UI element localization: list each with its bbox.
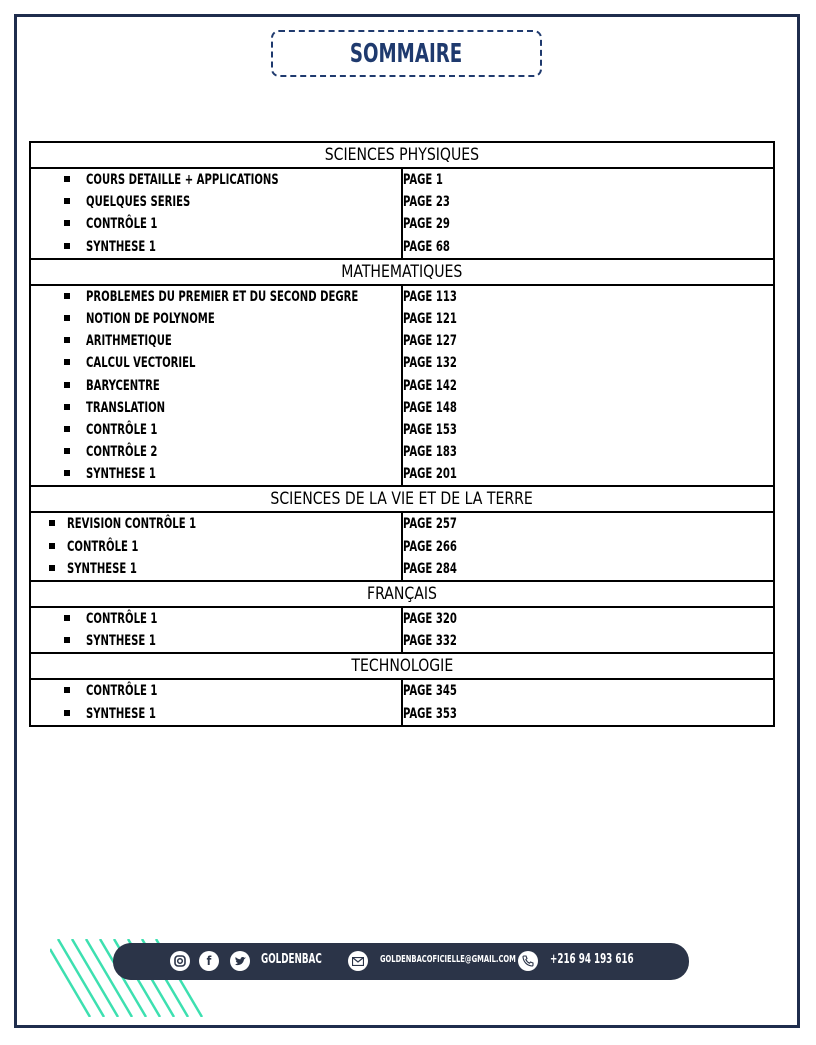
section-items-row bbox=[30, 607, 774, 653]
item-list bbox=[30, 679, 402, 725]
section-title bbox=[30, 486, 774, 512]
page-number: PAGE 142 bbox=[403, 377, 457, 394]
section-items-row bbox=[30, 512, 774, 581]
item-label: CONTRÔLE 1 bbox=[86, 216, 158, 233]
bullet-icon bbox=[64, 176, 70, 182]
page-number: PAGE 266 bbox=[403, 538, 457, 555]
list-item[interactable] bbox=[31, 630, 401, 652]
page-reference[interactable] bbox=[403, 558, 773, 580]
page-number: PAGE 284 bbox=[403, 560, 457, 577]
page-number: PAGE 113 bbox=[403, 288, 457, 305]
page-number: PAGE 68 bbox=[403, 238, 450, 255]
page-reference[interactable] bbox=[403, 169, 773, 191]
bullet-icon bbox=[49, 543, 55, 549]
table-of-contents bbox=[29, 141, 775, 727]
section-header-row bbox=[30, 259, 774, 285]
page-reference[interactable] bbox=[403, 375, 773, 397]
item-label: TRANSLATION bbox=[86, 399, 166, 416]
list-item[interactable] bbox=[31, 330, 401, 352]
page-number: PAGE 121 bbox=[403, 310, 457, 327]
list-item[interactable] bbox=[31, 397, 401, 419]
page-reference[interactable] bbox=[403, 608, 773, 630]
item-label: REVISION CONTRÔLE 1 bbox=[67, 516, 197, 533]
footer-contact-bar bbox=[113, 943, 689, 980]
facebook-icon[interactable]: f bbox=[199, 951, 219, 971]
bullet-icon bbox=[49, 565, 55, 571]
page-reference[interactable] bbox=[403, 536, 773, 558]
page-reference[interactable] bbox=[403, 630, 773, 652]
page-number-column bbox=[402, 168, 774, 259]
page-reference[interactable] bbox=[403, 213, 773, 235]
section-header-row bbox=[30, 486, 774, 512]
bullet-icon bbox=[64, 404, 70, 410]
page-reference[interactable] bbox=[403, 286, 773, 308]
list-item[interactable] bbox=[31, 375, 401, 397]
list-item[interactable] bbox=[31, 463, 401, 485]
list-item[interactable] bbox=[31, 608, 401, 630]
page-number: PAGE 29 bbox=[403, 216, 450, 233]
item-list bbox=[30, 285, 402, 487]
list-item[interactable] bbox=[31, 352, 401, 374]
item-label: CONTRÔLE 1 bbox=[86, 611, 158, 627]
page-reference[interactable] bbox=[403, 308, 773, 330]
list-item[interactable] bbox=[31, 703, 401, 725]
page-number-column bbox=[402, 285, 774, 487]
list-item[interactable] bbox=[31, 441, 401, 463]
item-label: PROBLEMES DU PREMIER ET DU SECOND DEGRE bbox=[86, 288, 359, 305]
item-label: BARYCENTRE bbox=[86, 377, 160, 394]
item-label: NOTION DE POLYNOME bbox=[86, 310, 215, 327]
section-title bbox=[30, 142, 774, 168]
item-label: SYNTHESE 1 bbox=[86, 705, 156, 722]
bullet-icon bbox=[64, 710, 70, 716]
item-label: CONTRÔLE 1 bbox=[86, 421, 158, 438]
section-header-row bbox=[30, 653, 774, 679]
list-item[interactable] bbox=[31, 536, 401, 558]
page-number: PAGE 148 bbox=[403, 399, 457, 416]
social-handle: GOLDENBAC bbox=[261, 952, 322, 967]
bullet-icon bbox=[49, 520, 55, 526]
item-label: SYNTHESE 1 bbox=[86, 633, 156, 650]
page-number: PAGE 127 bbox=[403, 333, 457, 350]
list-item[interactable] bbox=[31, 169, 401, 191]
bullet-icon bbox=[64, 426, 70, 432]
section-title-text: FRANÇAIS bbox=[367, 584, 437, 604]
page-reference[interactable] bbox=[403, 441, 773, 463]
section-title-text: SCIENCES DE LA VIE ET DE LA TERRE bbox=[270, 489, 534, 510]
item-label: COURS DETAILLE + APPLICATIONS bbox=[86, 172, 279, 188]
page-reference[interactable] bbox=[403, 703, 773, 725]
page-number: PAGE 320 bbox=[403, 611, 457, 627]
item-list bbox=[30, 607, 402, 653]
page-number-column bbox=[402, 512, 774, 581]
list-item[interactable] bbox=[31, 236, 401, 258]
item-label: CONTRÔLE 2 bbox=[86, 444, 158, 461]
bullet-icon bbox=[64, 315, 70, 321]
page-number: PAGE 257 bbox=[403, 516, 457, 533]
page-reference[interactable] bbox=[403, 513, 773, 535]
twitter-icon[interactable] bbox=[230, 951, 250, 971]
page-number: PAGE 332 bbox=[403, 633, 457, 650]
page-number-column bbox=[402, 607, 774, 653]
page-reference[interactable] bbox=[403, 330, 773, 352]
bullet-icon bbox=[64, 293, 70, 299]
page-reference[interactable] bbox=[403, 419, 773, 441]
section-title bbox=[30, 259, 774, 285]
phone-icon bbox=[518, 951, 538, 971]
section-items-row bbox=[30, 679, 774, 725]
page-reference[interactable] bbox=[403, 191, 773, 213]
page-reference[interactable] bbox=[403, 463, 773, 485]
instagram-icon[interactable] bbox=[170, 951, 190, 971]
item-label: ARITHMETIQUE bbox=[86, 333, 172, 350]
page-reference[interactable] bbox=[403, 236, 773, 258]
page-number: PAGE 132 bbox=[403, 355, 457, 372]
page-title: SOMMAIRE bbox=[350, 38, 463, 69]
item-label: CONTRÔLE 1 bbox=[86, 683, 158, 700]
section-header-row bbox=[30, 142, 774, 168]
bullet-icon bbox=[64, 637, 70, 643]
bullet-icon bbox=[64, 448, 70, 454]
section-title-text: TECHNOLOGIE bbox=[351, 656, 453, 677]
bullet-icon bbox=[64, 687, 70, 693]
list-item[interactable] bbox=[31, 286, 401, 308]
section-items-row bbox=[30, 285, 774, 487]
page-number: PAGE 353 bbox=[403, 705, 457, 722]
page-number: PAGE 23 bbox=[403, 194, 450, 211]
section-header-row bbox=[30, 581, 774, 607]
mail-icon bbox=[348, 951, 368, 971]
page-reference[interactable] bbox=[403, 352, 773, 374]
email-address[interactable]: GOLDENBACOFICIELLE@GMAIL.COM bbox=[380, 954, 516, 965]
item-label: QUELQUES SERIES bbox=[86, 194, 191, 211]
bullet-icon bbox=[64, 615, 70, 621]
list-item[interactable] bbox=[31, 213, 401, 235]
list-item[interactable] bbox=[31, 308, 401, 330]
item-list bbox=[30, 512, 402, 581]
page-number: PAGE 183 bbox=[403, 444, 457, 461]
page-number-column bbox=[402, 679, 774, 725]
list-item[interactable] bbox=[31, 513, 401, 535]
bullet-icon bbox=[64, 470, 70, 476]
list-item[interactable] bbox=[31, 419, 401, 441]
section-title bbox=[30, 653, 774, 679]
list-item[interactable] bbox=[31, 558, 401, 580]
item-label: SYNTHESE 1 bbox=[86, 466, 156, 483]
page-number: PAGE 201 bbox=[403, 466, 457, 483]
item-label: SYNTHESE 1 bbox=[86, 238, 156, 255]
bullet-icon bbox=[64, 198, 70, 204]
item-list bbox=[30, 168, 402, 259]
page-number: PAGE 345 bbox=[403, 683, 457, 700]
section-title-text: SCIENCES PHYSIQUES bbox=[324, 145, 480, 165]
page-reference[interactable] bbox=[403, 397, 773, 419]
section-title bbox=[30, 581, 774, 607]
bullet-icon bbox=[64, 359, 70, 365]
section-title-text: MATHEMATIQUES bbox=[341, 261, 463, 282]
phone-number[interactable]: +216 94 193 616 bbox=[550, 952, 634, 967]
list-item[interactable] bbox=[31, 680, 401, 702]
item-label: CALCUL VECTORIEL bbox=[86, 355, 196, 372]
section-items-row bbox=[30, 168, 774, 259]
title-box bbox=[271, 30, 542, 77]
bullet-icon bbox=[64, 220, 70, 226]
page-number: PAGE 153 bbox=[403, 421, 457, 438]
list-item[interactable] bbox=[31, 191, 401, 213]
item-label: SYNTHESE 1 bbox=[67, 560, 137, 577]
page-reference[interactable] bbox=[403, 680, 773, 702]
page-number: PAGE 1 bbox=[403, 172, 443, 188]
bullet-icon bbox=[64, 382, 70, 388]
bullet-icon bbox=[64, 337, 70, 343]
bullet-icon bbox=[64, 243, 70, 249]
item-label: CONTRÔLE 1 bbox=[67, 538, 139, 555]
